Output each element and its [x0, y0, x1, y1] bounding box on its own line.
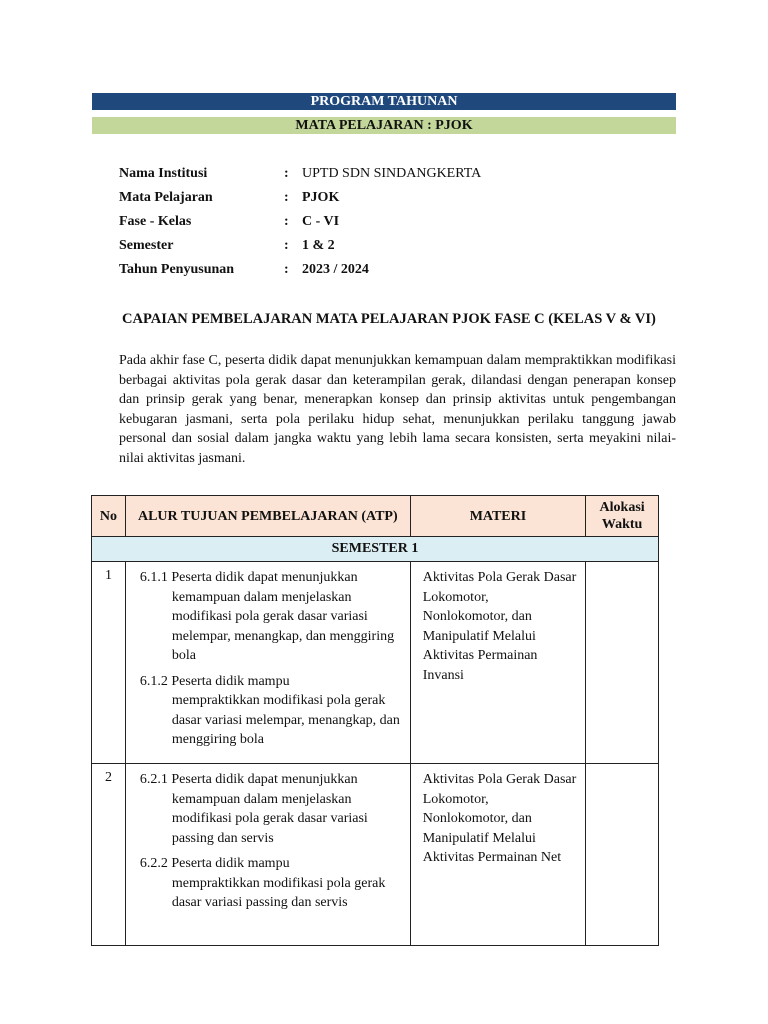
info-row-semester: [119, 236, 481, 260]
info-row-mapel: [119, 188, 481, 212]
header-materi: MATERI: [410, 496, 585, 537]
info-row-fase: [119, 212, 481, 236]
header-no: No: [92, 496, 126, 537]
info-value: 2023 / 2024: [302, 262, 369, 277]
atp-item-continuation: kemampuan dalam menjelaskan modifikasi pola gerak dasar variasi passing dan servis: [171, 791, 368, 846]
info-colon: :: [284, 190, 289, 205]
semester-row: [92, 537, 659, 562]
table-header-row: [92, 496, 659, 537]
info-value: 1 & 2: [302, 238, 335, 253]
materi-cell: Aktivitas Pola Gerak Dasar Lokomotor, Nonlokomotor, dan Manipulatif Melalui Aktivitas Permainan Net: [410, 764, 585, 946]
atp-item: [126, 562, 410, 666]
alokasi-cell: [586, 562, 659, 764]
header-atp: ALUR TUJUAN PEMBELAJARAN (ATP): [125, 496, 410, 537]
atp-item: [126, 848, 410, 913]
materi-cell: Aktivitas Pola Gerak Dasar Lokomotor, Nonlokomotor, dan Manipulatif Melalui Aktivitas Permainan Invansi: [410, 562, 585, 764]
info-colon: :: [284, 262, 289, 277]
info-row-tahun: [119, 260, 481, 284]
semester-label: SEMESTER 1: [92, 537, 659, 562]
atp-table: [91, 495, 659, 946]
alokasi-cell: [586, 764, 659, 946]
info-label: Mata Pelajaran: [119, 190, 213, 205]
atp-item-first-line: 6.1.2 Peserta didik mampu: [139, 673, 290, 689]
info-label: Semester: [119, 238, 174, 253]
info-row-institusi: [119, 164, 481, 188]
atp-item-continuation: mempraktikkan modifikasi pola gerak dasar variasi melempar, menangkap, dan menggiring bola: [171, 693, 400, 747]
atp-item-continuation: kemampuan dalam menjelaskan modifikasi pola gerak dasar variasi melempar, menangkap, dan menggiring bola: [171, 589, 395, 663]
document-title: PROGRAM TAHUNAN: [92, 93, 676, 110]
atp-item: [126, 764, 410, 848]
subject-banner: MATA PELAJARAN : PJOK: [92, 117, 676, 134]
institution-info: [119, 164, 481, 284]
info-label: Tahun Penyusunan: [119, 262, 235, 277]
table-row: [92, 764, 659, 946]
atp-item-first-line: 6.1.1 Peserta didik dapat menunjukkan: [139, 570, 358, 585]
info-value: PJOK: [302, 190, 340, 205]
info-colon: :: [284, 238, 289, 253]
info-label: Fase - Kelas: [119, 214, 192, 229]
capaian-heading: CAPAIAN PEMBELAJARAN MATA PELAJARAN PJOK FASE C (KELAS V & VI): [122, 311, 656, 327]
table-row: [92, 562, 659, 764]
info-value: C - VI: [302, 214, 340, 229]
row-number: 2: [92, 764, 126, 946]
atp-item: [126, 666, 410, 750]
atp-item-first-line: 6.2.2 Peserta didik mampu: [139, 856, 290, 871]
header-alokasi: Alokasi Waktu: [586, 496, 659, 537]
capaian-paragraph: Pada akhir fase C, peserta didik dapat menunjukkan kemampuan dalam mempraktikkan modifikasi berbagai aktivitas pola gerak dasar dan keterampilan gerak, dilandasi dengan penerapan konsep dan prinsip gerak yang benar, menerapkan konsep dan prinsip aktivitas untuk pengembangan kebugaran jasmani, serta pola perilaku hidup sehat, menunjukkan perilaku tanggung jawab personal dan sosial dalam jangka waktu yang lebih lama secara konsisten, serta meyakini nilai-nilai aktivitas jasmani.: [119, 353, 676, 466]
row-number: 1: [92, 562, 126, 764]
atp-item-continuation: mempraktikkan modifikasi pola gerak dasar variasi passing dan servis: [171, 875, 386, 910]
info-value: UPTD SDN SINDANGKERTA: [302, 166, 482, 181]
info-colon: :: [284, 214, 289, 229]
atp-cell: [125, 562, 410, 764]
info-label: Nama Institusi: [119, 166, 208, 181]
atp-cell: [125, 764, 410, 946]
atp-item-first-line: 6.2.1 Peserta didik dapat menunjukkan: [139, 772, 358, 787]
info-colon: :: [284, 166, 289, 181]
